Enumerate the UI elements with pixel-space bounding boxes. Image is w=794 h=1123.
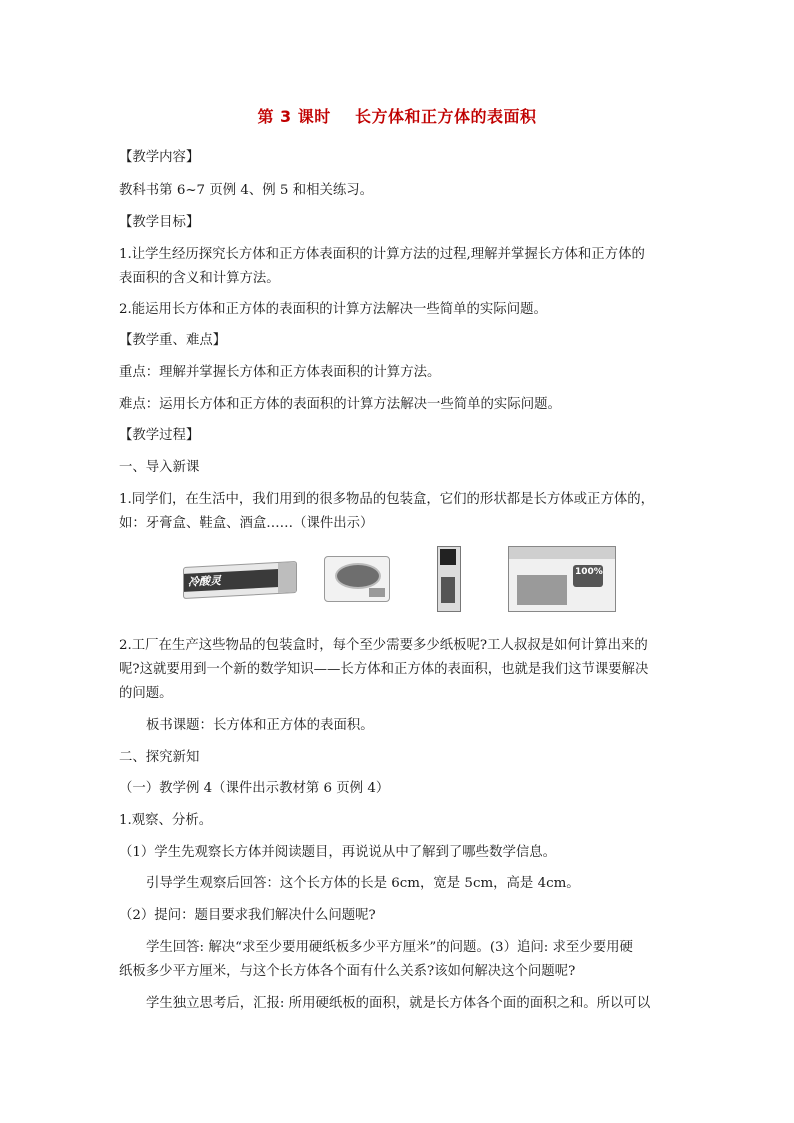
milk-carton-image: 100% — [508, 546, 616, 612]
paragraph: 表面积的含义和计算方法。 — [119, 271, 280, 286]
paragraph: 学生回答: 解决“求至少要用硬纸板多少平方厘米”的问题。(3）追问: 求至少要用硬 — [146, 940, 633, 955]
paragraph: 1.观察、分析。 — [119, 813, 213, 828]
paragraph: 学生独立思考后，汇报: 所用硬纸板的面积，就是长方体各个面的面积之和。所以可以 — [146, 996, 651, 1011]
paragraph: 教科书第 6~7 页例 4、例 5 和相关练习。 — [119, 183, 374, 198]
soap-box-image — [324, 556, 390, 602]
paragraph: 如：牙膏盒、鞋盒、酒盒……（课件出示） — [119, 516, 374, 531]
section-heading-process: 【教学过程】 — [119, 428, 200, 443]
subheading: 二、探究新知 — [119, 750, 200, 765]
liquor-box-image — [437, 546, 461, 612]
paragraph: （一）教学例 4（课件出示教材第 6 页例 4） — [119, 781, 390, 796]
section-heading-objectives: 【教学目标】 — [119, 215, 200, 230]
toothpaste-box-image: 冷酸灵 — [183, 561, 297, 599]
paragraph: 1.让学生经历探究长方体和正方体表面积的计算方法的过程,理解并掌握长方体和正方体的 — [119, 247, 645, 262]
paragraph: 重点：理解并掌握长方体和正方体表面积的计算方法。 — [119, 365, 441, 380]
paragraph: 纸板多少平方厘米，与这个长方体各个面有什么关系?该如何解决这个问题呢? — [119, 964, 576, 979]
paragraph: 的问题。 — [119, 686, 173, 701]
paragraph: 2.能运用长方体和正方体的表面积的计算方法解决一些简单的实际问题。 — [119, 302, 547, 317]
paragraph: （2）提问：题目要求我们解决什么问题呢? — [119, 908, 376, 923]
paragraph: （1）学生先观察长方体并阅读题目，再说说从中了解到了哪些数学信息。 — [119, 845, 557, 860]
section-heading-keypoints: 【教学重、难点】 — [119, 333, 227, 348]
paragraph: 难点：运用长方体和正方体的表面积的计算方法解决一些简单的实际问题。 — [119, 397, 561, 412]
section-heading-content: 【教学内容】 — [119, 150, 200, 165]
page-title: 第 3 课时 长方体和正方体的表面积 — [257, 107, 537, 126]
paragraph: 呢?这就要用到一个新的数学知识——长方体和正方体的表面积，也就是我们这节课要解决 — [119, 662, 649, 677]
paragraph: 2.工厂在生产这些物品的包装盒时，每个至少需要多少纸板呢?工人叔叔是如何计算出来的 — [119, 638, 648, 653]
paragraph: 板书课题：长方体和正方体的表面积。 — [146, 718, 374, 733]
paragraph: 引导学生观察后回答：这个长方体的长是 6cm，宽是 5cm，高是 4cm。 — [146, 876, 580, 891]
paragraph: 1.同学们，在生活中，我们用到的很多物品的包装盒，它们的形状都是长方体或正方体的， — [119, 492, 655, 507]
packaging-images — [0, 546, 794, 616]
subheading: 一、导入新课 — [119, 460, 200, 475]
